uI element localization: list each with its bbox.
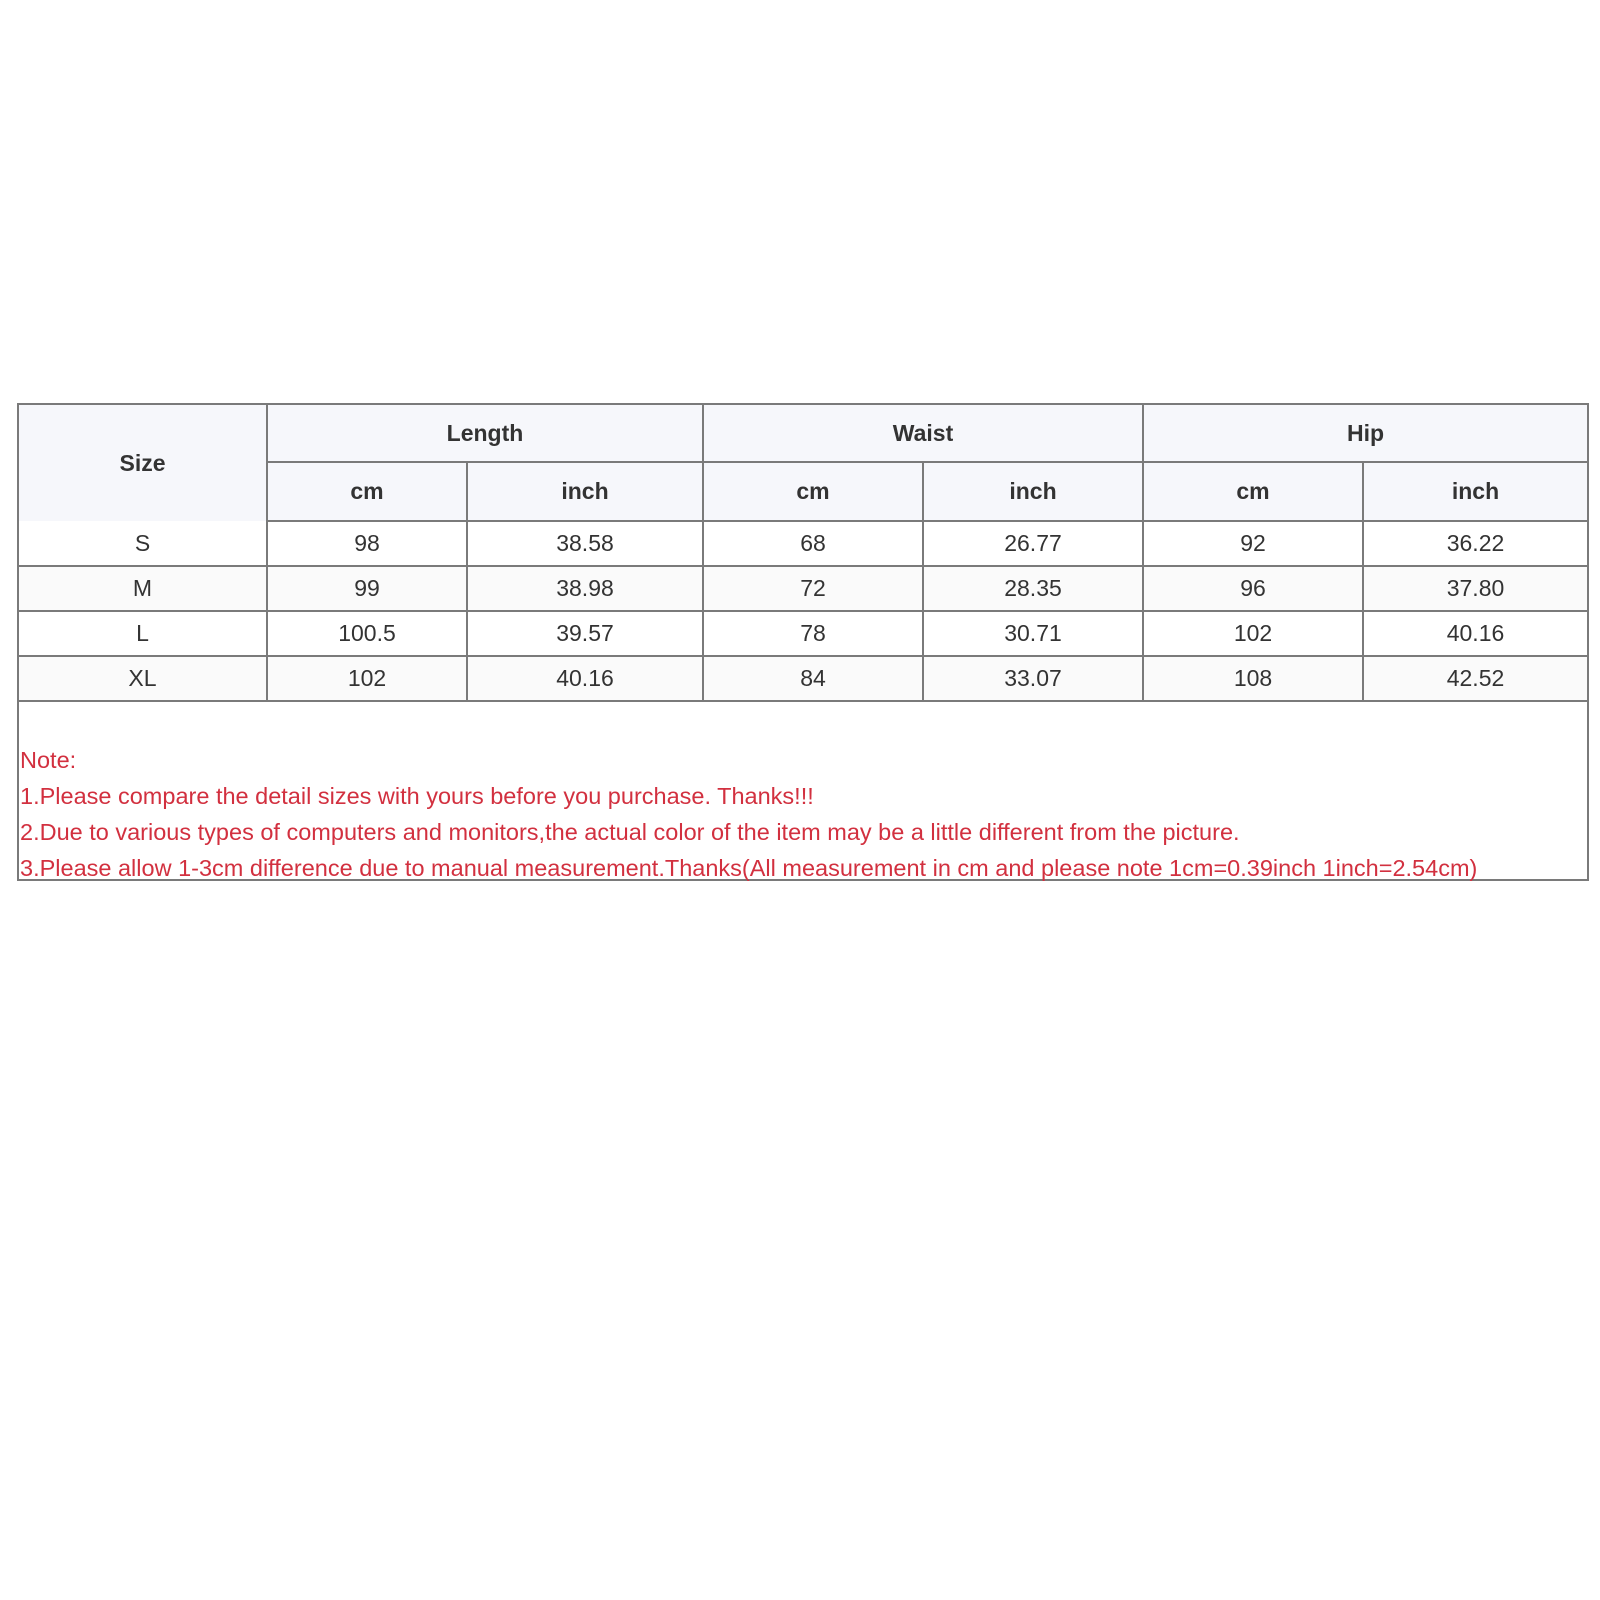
unit-header: cm bbox=[1143, 462, 1363, 521]
table-row bbox=[19, 611, 1587, 656]
value-cell: 39.57 bbox=[467, 611, 703, 656]
value-cell: 96 bbox=[1143, 566, 1363, 611]
note-line: 2.Due to various types of computers and monitors,the actual color of the item may be a little different from the picture. bbox=[20, 819, 1240, 845]
value-cell: 108 bbox=[1143, 656, 1363, 701]
size-cell: XL bbox=[19, 656, 267, 701]
table-row bbox=[19, 656, 1587, 701]
value-cell: 30.71 bbox=[923, 611, 1143, 656]
value-cell: 33.07 bbox=[923, 656, 1143, 701]
note-title: Note: bbox=[20, 747, 77, 773]
value-cell: 40.16 bbox=[1363, 611, 1587, 656]
unit-header: inch bbox=[923, 462, 1143, 521]
table-row bbox=[19, 521, 1587, 566]
notes-section bbox=[19, 702, 1587, 886]
size-cell: S bbox=[19, 521, 267, 566]
unit-header: inch bbox=[467, 462, 703, 521]
value-cell: 99 bbox=[267, 566, 467, 611]
value-cell: 26.77 bbox=[923, 521, 1143, 566]
value-cell: 92 bbox=[1143, 521, 1363, 566]
value-cell: 72 bbox=[703, 566, 923, 611]
size-table bbox=[19, 405, 1587, 702]
size-column-header: Size bbox=[19, 405, 267, 521]
value-cell: 84 bbox=[703, 656, 923, 701]
value-cell: 38.58 bbox=[467, 521, 703, 566]
value-cell: 102 bbox=[1143, 611, 1363, 656]
length-group-header: Length bbox=[267, 405, 703, 462]
unit-header: cm bbox=[267, 462, 467, 521]
value-cell: 102 bbox=[267, 656, 467, 701]
value-cell: 36.22 bbox=[1363, 521, 1587, 566]
value-cell: 78 bbox=[703, 611, 923, 656]
table-row bbox=[19, 566, 1587, 611]
unit-header: cm bbox=[703, 462, 923, 521]
size-cell: L bbox=[19, 611, 267, 656]
header-row-groups bbox=[19, 405, 1587, 462]
value-cell: 28.35 bbox=[923, 566, 1143, 611]
note-line: 3.Please allow 1-3cm difference due to manual measurement.Thanks(All measurement in cm and please note 1cm=0.39inch 1inch=2.54cm) bbox=[20, 855, 1478, 881]
size-chart bbox=[17, 403, 1589, 881]
value-cell: 40.16 bbox=[467, 656, 703, 701]
waist-group-header: Waist bbox=[703, 405, 1143, 462]
size-cell: M bbox=[19, 566, 267, 611]
unit-header: inch bbox=[1363, 462, 1587, 521]
value-cell: 100.5 bbox=[267, 611, 467, 656]
value-cell: 38.98 bbox=[467, 566, 703, 611]
value-cell: 42.52 bbox=[1363, 656, 1587, 701]
value-cell: 68 bbox=[703, 521, 923, 566]
hip-group-header: Hip bbox=[1143, 405, 1587, 462]
value-cell: 37.80 bbox=[1363, 566, 1587, 611]
note-line: 1.Please compare the detail sizes with yours before you purchase. Thanks!!! bbox=[20, 783, 814, 809]
value-cell: 98 bbox=[267, 521, 467, 566]
